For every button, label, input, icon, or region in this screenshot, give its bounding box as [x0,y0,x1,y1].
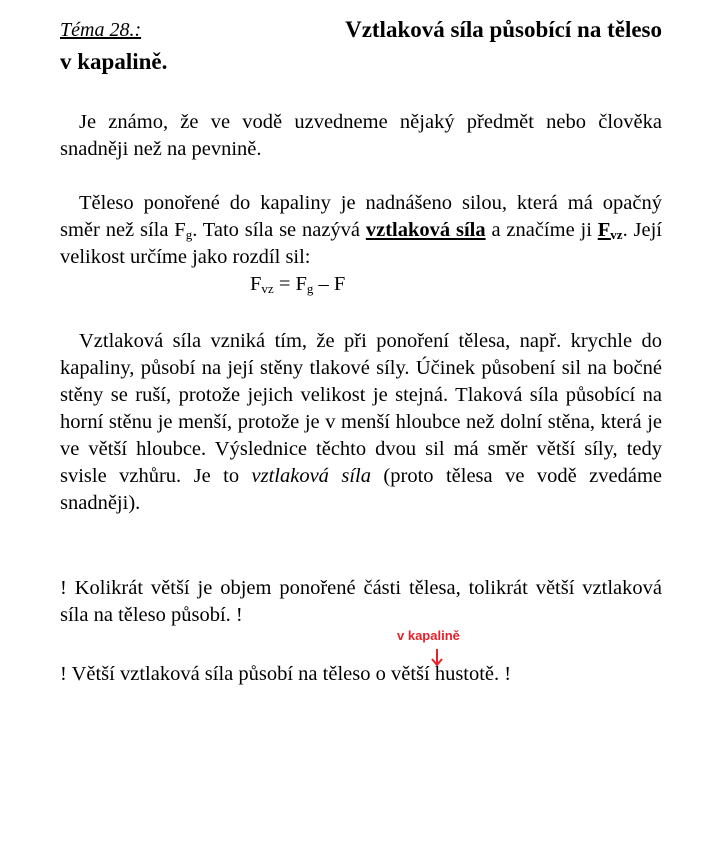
handwritten-annotation: v kapalině [397,628,460,643]
formula-sub-g: g [306,281,314,296]
symbol-fvz [598,219,623,241]
paragraph-definition [60,190,662,271]
symbol-f: F [597,219,611,241]
definition-text-d: . Její velikost určíme jako rozdíl sil: [60,219,662,268]
formula [250,271,345,297]
rule-density-text: ! Větší vztlaková síla působí na těleso o větší hustotě. ! [60,663,512,685]
term-buoyant-force: vztlaková síla [365,219,486,241]
formula-f1: F [250,273,262,295]
rule-volume-text: ! Kolikrát větší je objem ponořené části tělesa, tolikrát větší vztlaková síla na těleso působí. ! [60,577,662,626]
definition-sub-g: g [185,227,193,242]
paragraph-intro [60,109,662,163]
formula-equals: = F [273,273,307,295]
explanation-text-b: (proto tělesa ve vodě zvedáme snadněji). [60,465,662,514]
topic-number: Téma 28.: [60,19,142,41]
title-line-2: v kapalině. [60,49,168,74]
formula-sub-vz: vz [261,281,274,296]
definition-text-c: a značíme ji [485,219,598,241]
title-line-1: Vztlaková síla působící na těleso [345,17,662,42]
paragraph-intro-text: Je známo, že ve vodě uzvedneme nějaký předmět nebo člověka snadněji než na pevnině. [60,111,662,160]
document-heading [60,14,662,78]
rule-volume [60,575,662,629]
definition-text-b: . Tato síla se nazývá [192,219,366,241]
explanation-italic-term: vztlaková síla [251,465,371,487]
rule-density [60,661,662,688]
definition-text-a: Těleso ponořené do kapaliny je nadnášeno silou, která má opačný směr než síla F [60,192,662,241]
explanation-text-a: Vztlaková síla vzniká tím, že při ponoření tělesa, např. krychle do kapaliny, působí na její stěny tlakové síly. Účinek působení sil na bočné stěny se ruší, protože jejich velikost je stejná. Tlaková síla působící na horní stěnu je menší, protože je v menší hloubce než dolní stěna, která je ve větší hloubce. Výslednice těchto dvou sil má směr větší síly, tedy svisle vzhůru. Je to [60,330,662,487]
formula-minus-f: – F [313,273,346,295]
paragraph-explanation [60,328,662,517]
symbol-sub-vz: vz [610,227,623,242]
